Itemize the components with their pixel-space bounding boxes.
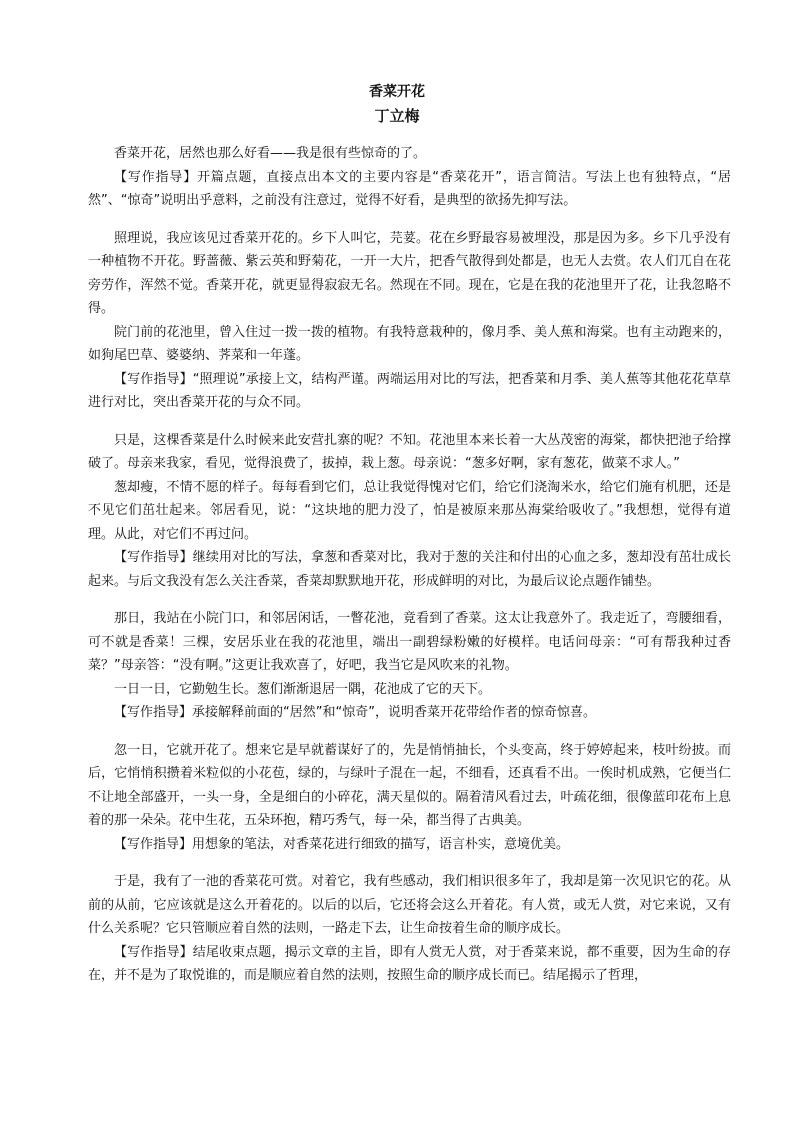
page-title: 香菜开花 <box>369 84 425 100</box>
author-name: 丁立梅 <box>374 107 420 125</box>
writing-guide-5: 【写作指导】用想象的笔法，对香菜花进行细致的描写，语言朴实，意境优美。 <box>114 836 570 852</box>
writing-guide-1: 【写作指导】开篇点题，直接点出本文的主要内容是“香菜花开”，语言简洁。写法上也有独特点，“居然”、“惊奇”说明出乎意料，之前没有注意过，觉得不好看，是典型的欲扬先抑写法。 <box>88 169 731 208</box>
writing-guide-2: 【写作指导】“照理说”承接上文，结构严谨。两端运用对比的写法，把香菜和月季、美人蕉等其他花花草草进行对比，突出香菜开花的与众不同。 <box>88 371 731 410</box>
paragraph-6: 那日，我站在小院门口，和邻居闲话，一瞥花池，竟看到了香菜。这太让我意外了。我走近了，弯腰细看，可不就是香菜！三棵，安居乐业在我的花池里，端出一副碧绿粉嫩的好模样。电话问母亲：“可有帮我种过香菜？”母亲答：“没有啊。”这更让我欢喜了，好吧，我当它是风吹来的礼物。 <box>88 611 731 673</box>
paragraph-8: 忽一日，它就开花了。想来它是早就蓄谋好了的，先是悄悄抽长，个头变高，终于婷婷起来，枝叶纷披。而后，它悄悄积攒着米粒似的小花苞，绿的，与绿叶子混在一起，不细看，还真看不出。一俟时机成熟，它便当仁不让地全部盛开，一头一身，全是细白的小碎花，满天星似的。隔着清风看过去，叶疏花细，很像蓝印花布上息着的那一朵朵。花中生花，五朵环抱，精巧秀气，每一朵，都当得了古典美。 <box>88 742 731 828</box>
writing-guide-4: 【写作指导】承接解释前面的“居然”和“惊奇”，说明香菜开花带给作者的惊奇惊喜。 <box>114 705 596 720</box>
article-body <box>88 142 731 988</box>
paragraph-2: 照理说，我应该见过香菜开花的。乡下人叫它，芫荽。花在乡野最容易被埋没，那是因为多。乡下几乎没有一种植物不开花。野蔷薇、紫云英和野菊花，一开一大片，把香气散得到处都是，也无人去赏。农人们兀自在花旁劳作，浑然不觉。香菜开花，就更显得寂寂无名。然现在不同。现在，它是在我的花池里开了花，让我忽略不得。 <box>88 230 731 316</box>
writing-guide-6: 【写作指导】结尾收束点题，揭示文章的主旨，即有人赏无人赏，对于香菜来说，都不重要，因为生命的存在，并不是为了取悦谁的，而是顺应着自然的法则，按照生命的顺序成长而已。结尾揭示了哲理， <box>88 944 731 983</box>
paragraph-5: 葱却瘦，不情不愿的样子。每每看到它们，总让我觉得愧对它们，给它们浇淘米水，给它们施有机肥，还是不见它们茁壮起来。邻居看见，说：“这块地的肥力没了，怕是被原来那丛海棠给吸收了。”我想想，觉得有道理。从此，对它们不再过问。 <box>88 479 731 542</box>
writing-guide-3: 【写作指导】继续用对比的写法，拿葱和香菜对比，我对于葱的关注和付出的心血之多，葱却没有茁壮成长起来。与后文我没有怎么关注香菜，香菜却默默地开花，形成鲜明的对比，为最后议论点题作铺垫。 <box>88 550 731 589</box>
paragraph-3: 院门前的花池里，曾入住过一拨一拨的植物。有我特意栽种的，像月季、美人蕉和海棠。也有主动跑来的，如狗尾巴草、婆婆纳、荠菜和一年蓬。 <box>88 324 731 363</box>
paragraph-4: 只是，这棵香菜是什么时候来此安营扎寨的呢？不知。花池里本来长着一大丛茂密的海棠，都快把池子给撑破了。母亲来我家，看见，觉得浪费了，拔掉，栽上葱。母亲说：“葱多好啊，家有葱花，做菜不求人。” <box>88 432 731 471</box>
paragraph-1: 香菜开花，居然也那么好看——我是很有些惊奇的了。 <box>114 146 427 161</box>
paragraph-9: 于是，我有了一池的香菜花可赏。对着它，我有些感动，我们相识很多年了，我却是第一次见识它的花。从前的从前，它应该就是这么开着花的。以后的以后，它还将会这么开着花。有人赏，或无人赏，对它来说，又有什么关系呢？它只管顺应着自然的法则，一路走下去，让生命按着生命的顺序成长。 <box>88 874 731 936</box>
paragraph-7: 一日一日，它勤勉生长。葱们渐渐退居一隅，花池成了它的天下。 <box>114 681 492 697</box>
